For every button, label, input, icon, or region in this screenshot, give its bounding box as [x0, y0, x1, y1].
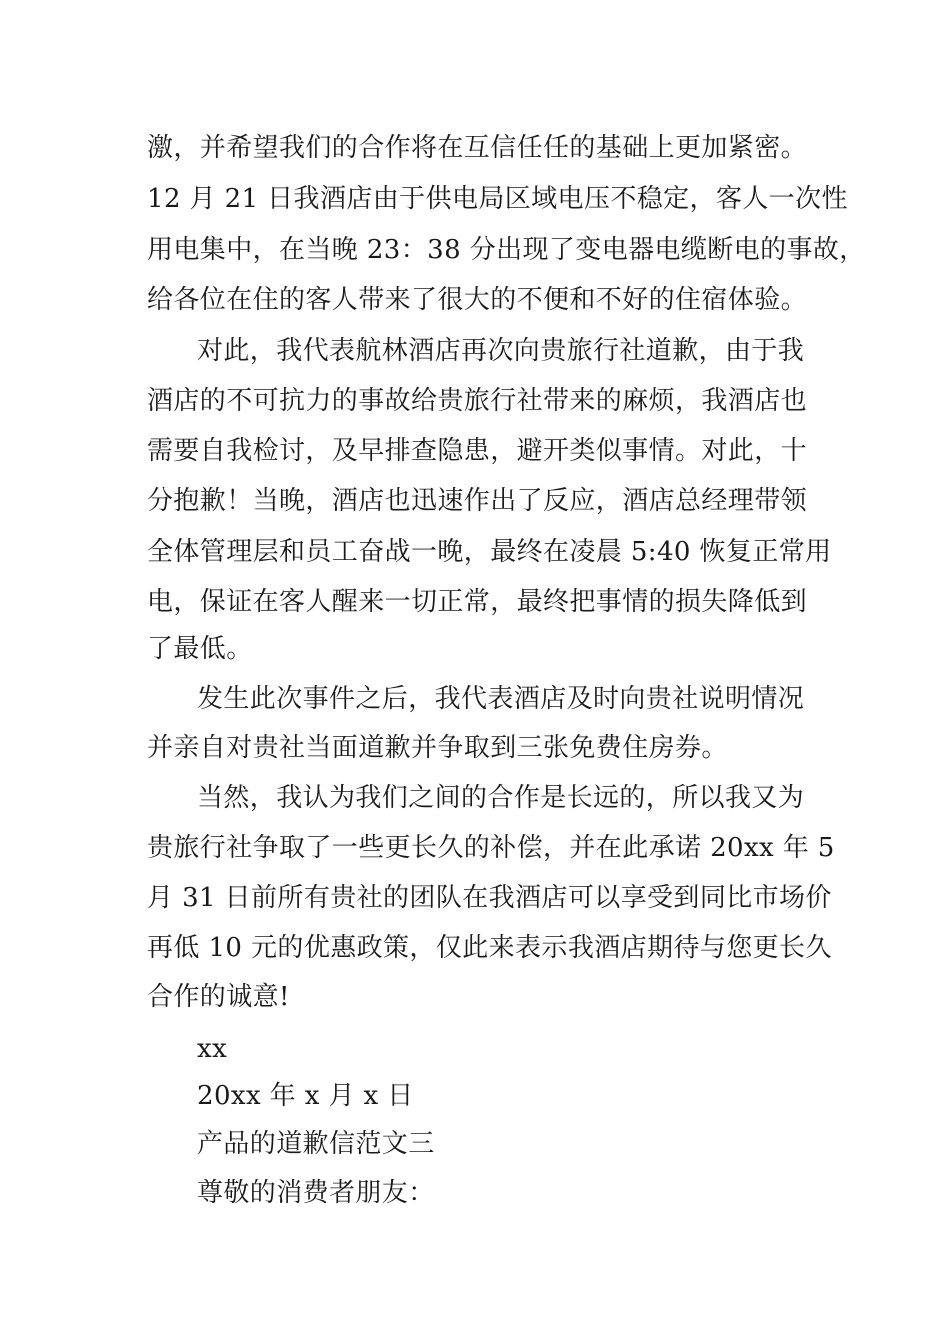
signature-name: xx: [197, 1034, 228, 1064]
text-line: 了最低。: [147, 634, 253, 664]
signature-date: 20xx 年 x 月 x 日: [197, 1081, 414, 1111]
text-line: 再低 10 元的优惠政策，仅此来表示我酒店期待与您更长久: [147, 933, 832, 963]
text-line: 需要自我检讨，及早排查隐患，避开类似事情。对此，十: [147, 436, 808, 466]
text-line: 合作的诚意!: [147, 982, 290, 1012]
text-line: 分抱歉！当晚，酒店也迅速作出了反应，酒店总经理带领: [147, 486, 808, 516]
text-line: 月 31 日前所有贵社的团队在我酒店可以享受到同比市场价: [147, 883, 832, 913]
text-line: 贵旅行社争取了一些更长久的补偿，并在此承诺 20xx 年 5: [147, 833, 835, 863]
section-heading: 产品的道歉信范文三: [197, 1129, 435, 1159]
text-line: 用电集中，在当晚 23：38 分出现了变电器电缆断电的事故，: [147, 235, 866, 265]
text-line: 激，并希望我们的合作将在互信任任的基础上更加紧密。: [147, 133, 808, 163]
paragraph-start-line: 对此，我代表航林酒店再次向贵旅行社道歉，由于我: [197, 336, 805, 366]
text-line: 电，保证在客人醒来一切正常，最终把事情的损失降低到: [147, 587, 808, 617]
text-line: 给各位在住的客人带来了很大的不便和不好的住宿体验。: [147, 285, 808, 315]
text-line: 12 月 21 日我酒店由于供电局区域电压不稳定，客人一次性: [147, 184, 848, 214]
paragraph-start-line: 发生此次事件之后，我代表酒店及时向贵社说明情况: [197, 684, 805, 714]
paragraph-start-line: 当然，我认为我们之间的合作是长远的，所以我又为: [197, 783, 805, 813]
salutation: 尊敬的消费者朋友：: [197, 1178, 435, 1208]
text-line: 并亲自对贵社当面道歉并争取到三张免费住房券。: [147, 733, 728, 763]
text-line: 酒店的不可抗力的事故给贵旅行社带来的麻烦，我酒店也: [147, 386, 808, 416]
text-line: 全体管理层和员工奋战一晚，最终在凌晨 5:40 恢复正常用: [147, 537, 832, 567]
